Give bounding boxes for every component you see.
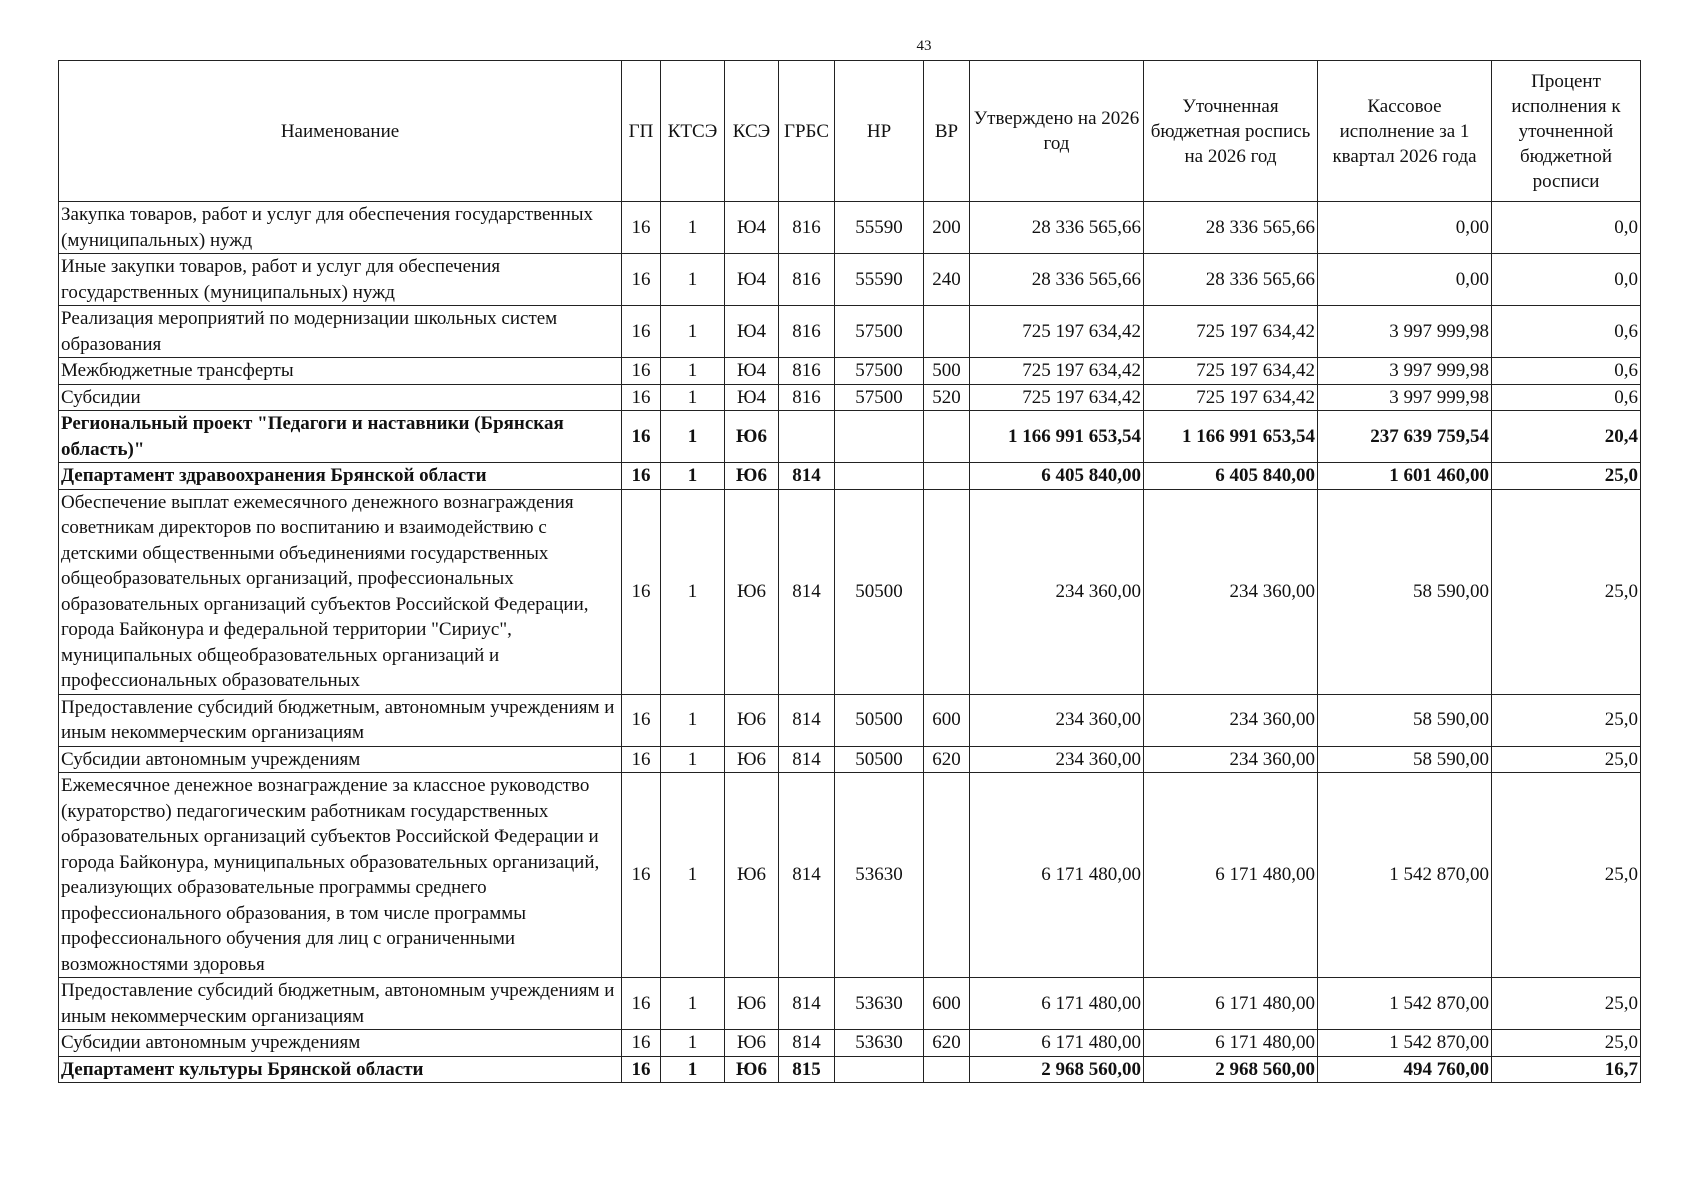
cell-name: Обеспечение выплат ежемесячного денежного вознаграждения советникам директоров по воспитанию и взаимодействию с детскими общественными объединениями государственных общеобразовательных организаций, профессиональных образовательных организаций субъектов Российской Федерации, города Байконура и федеральной территории "Сириус", муниципальных общеобразовательных организаций и профессиональных образовательных	[59, 489, 622, 694]
cell-cash: 0,00	[1318, 202, 1492, 254]
cell-gp: 16	[622, 746, 661, 773]
cell-gp: 16	[622, 202, 661, 254]
cell-approved: 725 197 634,42	[970, 358, 1144, 385]
cell-percent: 25,0	[1492, 773, 1641, 978]
cell-nr: 50500	[835, 489, 924, 694]
table-row	[59, 358, 1641, 385]
cell-name: Департамент культуры Брянской области	[59, 1056, 622, 1083]
cell-kse: Ю6	[725, 773, 779, 978]
cell-cash: 58 590,00	[1318, 746, 1492, 773]
cell-percent: 0,0	[1492, 254, 1641, 306]
cell-approved: 725 197 634,42	[970, 306, 1144, 358]
cell-grbs: 814	[779, 746, 835, 773]
header-ktse: КТСЭ	[661, 61, 725, 202]
cell-grbs: 814	[779, 463, 835, 490]
header-name: Наименование	[59, 61, 622, 202]
cell-ktse: 1	[661, 1056, 725, 1083]
table-row	[59, 202, 1641, 254]
cell-approved: 6 171 480,00	[970, 773, 1144, 978]
cell-kse: Ю6	[725, 746, 779, 773]
table-row	[59, 463, 1641, 490]
cell-vr: 620	[924, 746, 970, 773]
cell-refined: 234 360,00	[1144, 746, 1318, 773]
cell-percent: 25,0	[1492, 978, 1641, 1030]
cell-kse: Ю6	[725, 489, 779, 694]
cell-grbs: 816	[779, 358, 835, 385]
cell-kse: Ю6	[725, 411, 779, 463]
cell-approved: 234 360,00	[970, 746, 1144, 773]
cell-gp: 16	[622, 1056, 661, 1083]
table-row	[59, 978, 1641, 1030]
cell-kse: Ю4	[725, 254, 779, 306]
cell-ktse: 1	[661, 978, 725, 1030]
cell-name: Реализация мероприятий по модернизации школьных систем образования	[59, 306, 622, 358]
cell-refined: 725 197 634,42	[1144, 306, 1318, 358]
cell-ktse: 1	[661, 746, 725, 773]
header-percent: Процент исполнения к уточненной бюджетной росписи	[1492, 61, 1641, 202]
header-gp: ГП	[622, 61, 661, 202]
cell-cash: 3 997 999,98	[1318, 384, 1492, 411]
cell-nr	[835, 411, 924, 463]
cell-vr: 520	[924, 384, 970, 411]
cell-refined: 725 197 634,42	[1144, 358, 1318, 385]
cell-refined: 234 360,00	[1144, 694, 1318, 746]
table-row	[59, 254, 1641, 306]
cell-ktse: 1	[661, 306, 725, 358]
cell-kse: Ю6	[725, 463, 779, 490]
cell-approved: 6 405 840,00	[970, 463, 1144, 490]
cell-name: Департамент здравоохранения Брянской области	[59, 463, 622, 490]
cell-vr	[924, 463, 970, 490]
cell-name: Закупка товаров, работ и услуг для обеспечения государственных (муниципальных) нужд	[59, 202, 622, 254]
cell-percent: 25,0	[1492, 694, 1641, 746]
cell-grbs: 815	[779, 1056, 835, 1083]
header-cash: Кассовое исполнение за 1 квартал 2026 года	[1318, 61, 1492, 202]
cell-name: Межбюджетные трансферты	[59, 358, 622, 385]
cell-nr: 50500	[835, 746, 924, 773]
cell-cash: 494 760,00	[1318, 1056, 1492, 1083]
cell-vr: 500	[924, 358, 970, 385]
budget-table	[58, 60, 1641, 1083]
cell-refined: 725 197 634,42	[1144, 384, 1318, 411]
cell-name: Предоставление субсидий бюджетным, автономным учреждениям и иным некоммерческим организациям	[59, 978, 622, 1030]
cell-kse: Ю6	[725, 978, 779, 1030]
cell-vr: 200	[924, 202, 970, 254]
cell-vr	[924, 489, 970, 694]
cell-vr: 240	[924, 254, 970, 306]
cell-gp: 16	[622, 1030, 661, 1057]
cell-kse: Ю4	[725, 306, 779, 358]
cell-gp: 16	[622, 489, 661, 694]
cell-kse: Ю6	[725, 1056, 779, 1083]
cell-name: Региональный проект "Педагоги и наставники (Брянская область)"	[59, 411, 622, 463]
cell-nr: 55590	[835, 202, 924, 254]
cell-kse: Ю4	[725, 358, 779, 385]
cell-cash: 1 542 870,00	[1318, 978, 1492, 1030]
cell-vr	[924, 773, 970, 978]
cell-refined: 234 360,00	[1144, 489, 1318, 694]
table-row	[59, 746, 1641, 773]
cell-vr: 600	[924, 694, 970, 746]
table-row	[59, 1030, 1641, 1057]
cell-vr: 600	[924, 978, 970, 1030]
cell-gp: 16	[622, 358, 661, 385]
cell-grbs: 814	[779, 1030, 835, 1057]
table-row	[59, 384, 1641, 411]
cell-grbs: 814	[779, 773, 835, 978]
cell-ktse: 1	[661, 1030, 725, 1057]
cell-vr: 620	[924, 1030, 970, 1057]
cell-grbs: 816	[779, 202, 835, 254]
cell-cash: 3 997 999,98	[1318, 306, 1492, 358]
cell-cash: 0,00	[1318, 254, 1492, 306]
cell-cash: 58 590,00	[1318, 694, 1492, 746]
cell-refined: 28 336 565,66	[1144, 254, 1318, 306]
cell-nr: 57500	[835, 306, 924, 358]
cell-nr: 57500	[835, 384, 924, 411]
header-kse: КСЭ	[725, 61, 779, 202]
table-body	[59, 202, 1641, 1083]
cell-refined: 6 171 480,00	[1144, 978, 1318, 1030]
cell-refined: 6 171 480,00	[1144, 1030, 1318, 1057]
cell-cash: 1 542 870,00	[1318, 773, 1492, 978]
cell-percent: 20,4	[1492, 411, 1641, 463]
cell-approved: 725 197 634,42	[970, 384, 1144, 411]
cell-name: Иные закупки товаров, работ и услуг для обеспечения государственных (муниципальных) нужд	[59, 254, 622, 306]
table-row	[59, 1056, 1641, 1083]
cell-cash: 237 639 759,54	[1318, 411, 1492, 463]
cell-gp: 16	[622, 463, 661, 490]
cell-percent: 16,7	[1492, 1056, 1641, 1083]
cell-grbs	[779, 411, 835, 463]
cell-refined: 6 171 480,00	[1144, 773, 1318, 978]
cell-name: Субсидии	[59, 384, 622, 411]
cell-gp: 16	[622, 306, 661, 358]
cell-grbs: 814	[779, 489, 835, 694]
cell-approved: 28 336 565,66	[970, 254, 1144, 306]
cell-approved: 2 968 560,00	[970, 1056, 1144, 1083]
cell-grbs: 814	[779, 978, 835, 1030]
cell-ktse: 1	[661, 489, 725, 694]
cell-grbs: 816	[779, 306, 835, 358]
cell-ktse: 1	[661, 202, 725, 254]
cell-refined: 1 166 991 653,54	[1144, 411, 1318, 463]
cell-vr	[924, 306, 970, 358]
cell-cash: 1 601 460,00	[1318, 463, 1492, 490]
cell-cash: 58 590,00	[1318, 489, 1492, 694]
cell-nr: 53630	[835, 1030, 924, 1057]
cell-ktse: 1	[661, 384, 725, 411]
cell-percent: 0,6	[1492, 306, 1641, 358]
header-approved: Утверждено на 2026 год	[970, 61, 1144, 202]
header-grbs: ГРБС	[779, 61, 835, 202]
cell-gp: 16	[622, 411, 661, 463]
cell-nr: 53630	[835, 773, 924, 978]
table-header-row	[59, 61, 1641, 202]
cell-percent: 25,0	[1492, 489, 1641, 694]
cell-kse: Ю4	[725, 384, 779, 411]
header-vr: ВР	[924, 61, 970, 202]
cell-vr	[924, 411, 970, 463]
cell-approved: 6 171 480,00	[970, 978, 1144, 1030]
cell-percent: 0,6	[1492, 384, 1641, 411]
cell-percent: 25,0	[1492, 463, 1641, 490]
cell-kse: Ю4	[725, 202, 779, 254]
header-nr: НР	[835, 61, 924, 202]
cell-ktse: 1	[661, 254, 725, 306]
table-row	[59, 773, 1641, 978]
cell-ktse: 1	[661, 358, 725, 385]
cell-name: Предоставление субсидий бюджетным, автономным учреждениям и иным некоммерческим организациям	[59, 694, 622, 746]
cell-percent: 25,0	[1492, 746, 1641, 773]
cell-refined: 2 968 560,00	[1144, 1056, 1318, 1083]
cell-approved: 28 336 565,66	[970, 202, 1144, 254]
cell-gp: 16	[622, 978, 661, 1030]
cell-kse: Ю6	[725, 1030, 779, 1057]
table-row	[59, 306, 1641, 358]
cell-ktse: 1	[661, 773, 725, 978]
cell-cash: 3 997 999,98	[1318, 358, 1492, 385]
cell-name: Ежемесячное денежное вознаграждение за классное руководство (кураторство) педагогическим работникам государственных образовательных организаций субъектов Российской Федерации и города Байконура, муниципальных образовательных организаций, реализующих образовательные программы среднего профессионального образования, в том числе программы профессионального обучения для лиц с ограниченными возможностями здоровья	[59, 773, 622, 978]
cell-nr: 50500	[835, 694, 924, 746]
cell-nr	[835, 1056, 924, 1083]
cell-nr: 57500	[835, 358, 924, 385]
cell-grbs: 816	[779, 384, 835, 411]
cell-gp: 16	[622, 773, 661, 978]
cell-cash: 1 542 870,00	[1318, 1030, 1492, 1057]
cell-approved: 6 171 480,00	[970, 1030, 1144, 1057]
cell-gp: 16	[622, 694, 661, 746]
table-row	[59, 489, 1641, 694]
cell-ktse: 1	[661, 694, 725, 746]
cell-ktse: 1	[661, 463, 725, 490]
cell-refined: 28 336 565,66	[1144, 202, 1318, 254]
table-row	[59, 411, 1641, 463]
cell-percent: 0,6	[1492, 358, 1641, 385]
cell-nr: 53630	[835, 978, 924, 1030]
cell-approved: 234 360,00	[970, 489, 1144, 694]
cell-nr	[835, 463, 924, 490]
cell-approved: 1 166 991 653,54	[970, 411, 1144, 463]
cell-refined: 6 405 840,00	[1144, 463, 1318, 490]
cell-name: Субсидии автономным учреждениям	[59, 746, 622, 773]
cell-ktse: 1	[661, 411, 725, 463]
cell-grbs: 814	[779, 694, 835, 746]
cell-kse: Ю6	[725, 694, 779, 746]
table-row	[59, 694, 1641, 746]
cell-gp: 16	[622, 384, 661, 411]
cell-gp: 16	[622, 254, 661, 306]
cell-grbs: 816	[779, 254, 835, 306]
cell-percent: 0,0	[1492, 202, 1641, 254]
page-number: 43	[916, 38, 932, 54]
header-refined: Уточненная бюджетная роспись на 2026 год	[1144, 61, 1318, 202]
cell-nr: 55590	[835, 254, 924, 306]
cell-vr	[924, 1056, 970, 1083]
cell-percent: 25,0	[1492, 1030, 1641, 1057]
cell-approved: 234 360,00	[970, 694, 1144, 746]
cell-name: Субсидии автономным учреждениям	[59, 1030, 622, 1057]
